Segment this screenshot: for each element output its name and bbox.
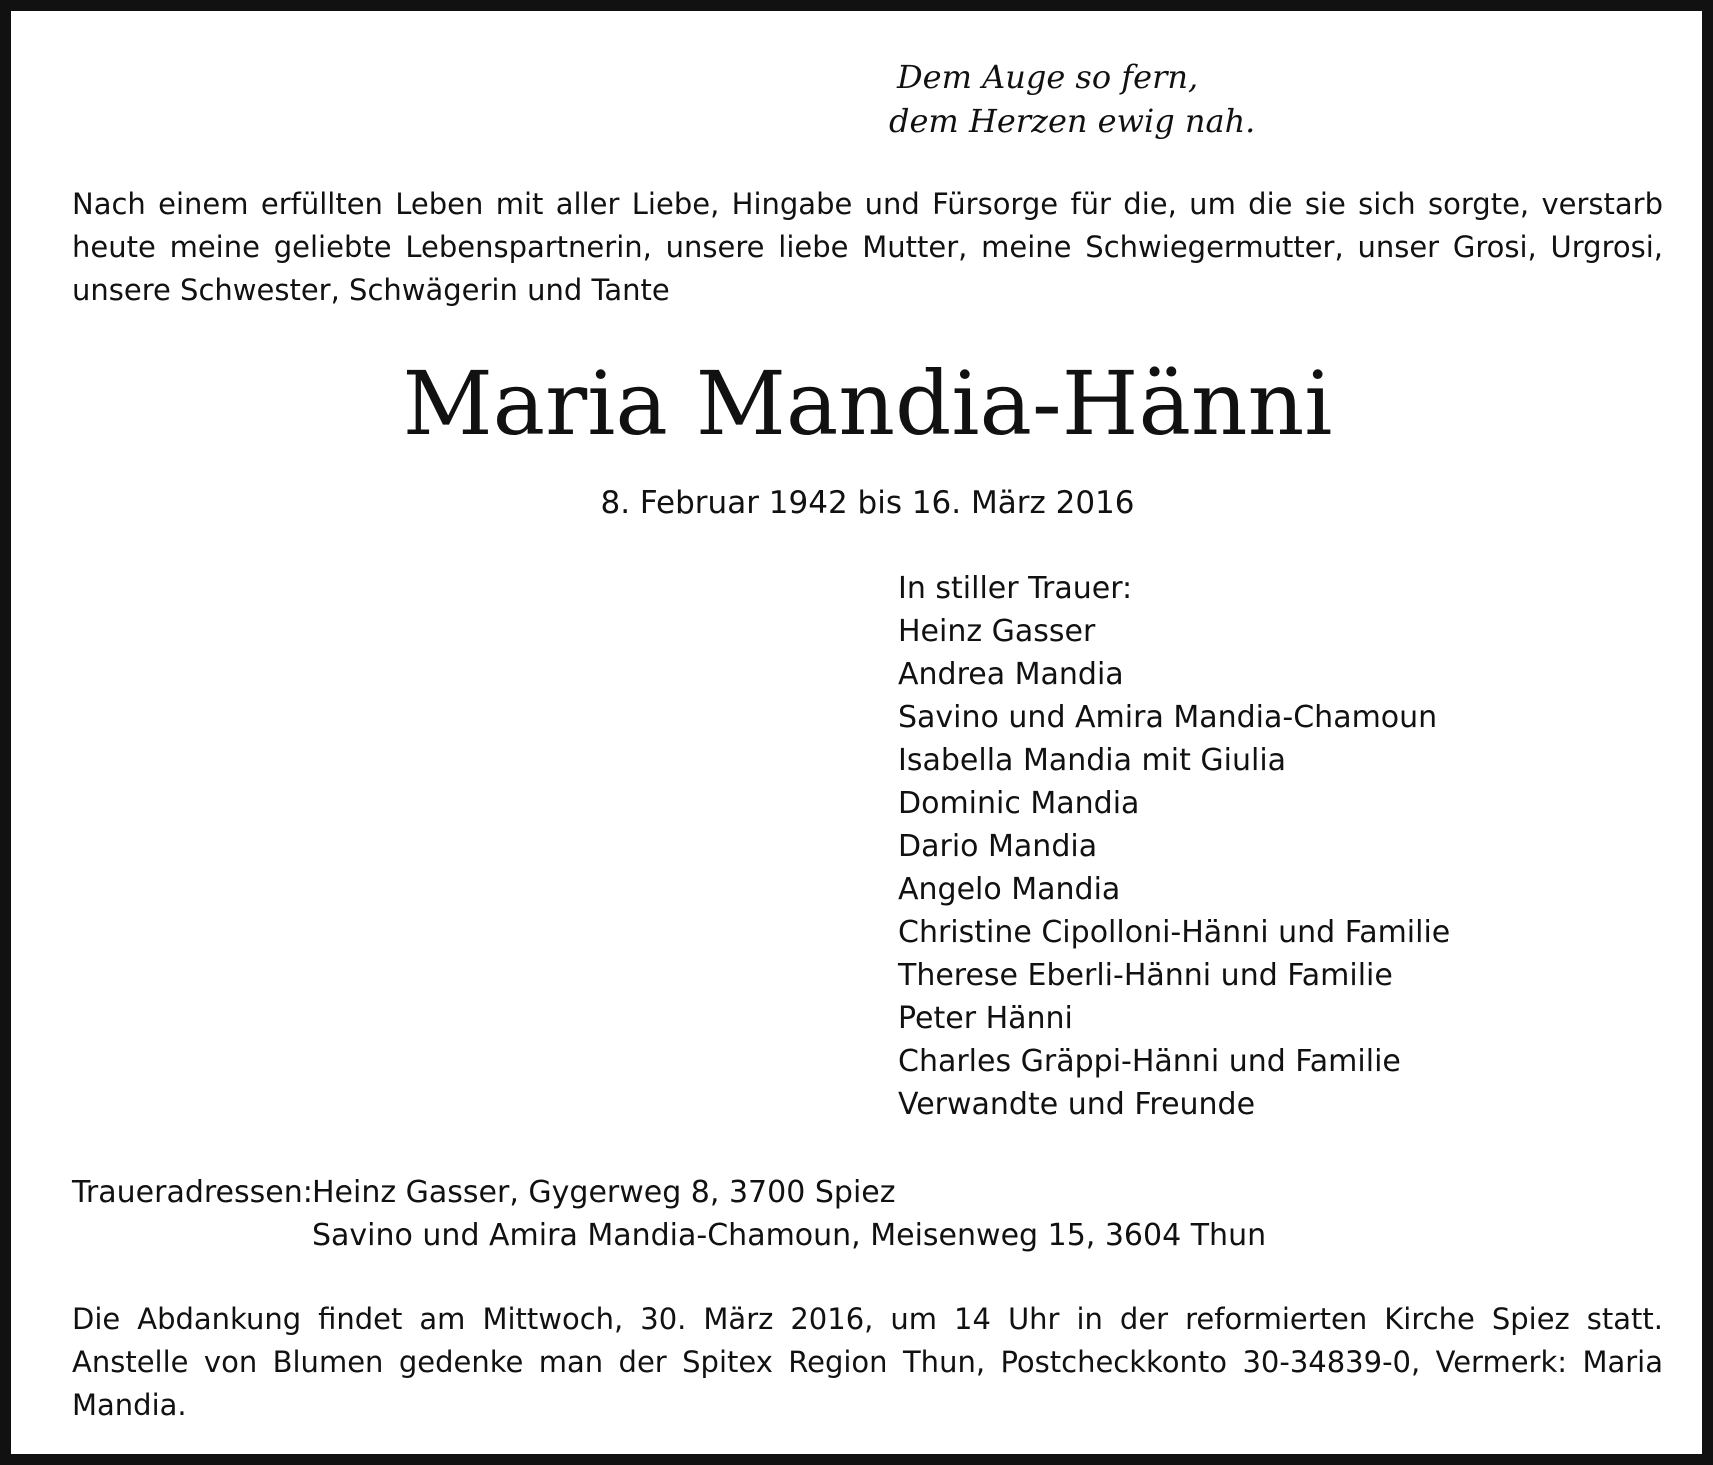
motto-line-1: Dem Auge so fern,	[897, 58, 1199, 96]
mourner-name: Andrea Mandia	[898, 657, 1124, 692]
mourner-name: Savino und Amira Mandia-Chamoun	[898, 700, 1438, 735]
intro-paragraph	[72, 183, 1663, 312]
mourner-name: Peter Hänni	[898, 1001, 1073, 1036]
intro-line: heute meine geliebte Lebenspartnerin, unsere liebe Mutter, meine Schwiegermutter, unser Grosi, Urgrosi,	[72, 230, 1663, 264]
closing-line: Anstelle von Blumen gedenke man der Spitex Region Thun, Postcheckkonto 30-34839-0, Vermerk: Maria	[72, 1345, 1663, 1379]
intro-line: Nach einem erfüllten Leben mit aller Liebe, Hingabe und Fürsorge für die, um die sie sich sorgte, verstarb	[72, 187, 1663, 221]
motto-quote	[889, 55, 1256, 143]
mourner-name: Christine Cipolloni-Hänni und Familie	[898, 915, 1451, 950]
mourners-heading: In stiller Trauer:	[898, 571, 1133, 606]
closing-line: Mandia.	[72, 1388, 187, 1422]
mourners-list	[898, 567, 1450, 1126]
mourner-name: Dominic Mandia	[898, 786, 1140, 821]
deceased-name: Maria Mandia-Hänni	[402, 352, 1333, 455]
mourner-name: Verwandte und Freunde	[898, 1087, 1256, 1122]
address-entry: Heinz Gasser, Gygerweg 8, 3700 Spiez	[312, 1175, 896, 1210]
mourner-name: Therese Eberli-Hänni und Familie	[898, 958, 1393, 993]
addresses-label: Traueradressen:	[72, 1175, 313, 1210]
mourner-name: Dario Mandia	[898, 829, 1098, 864]
intro-line: unsere Schwester, Schwägerin und Tante	[72, 273, 670, 307]
closing-paragraph	[72, 1298, 1663, 1427]
closing-line: Die Abdankung findet am Mittwoch, 30. März 2016, um 14 Uhr in der reformierten Kirche Spiez statt.	[72, 1302, 1663, 1336]
address-entries	[312, 1171, 1266, 1257]
address-entry: Savino und Amira Mandia-Chamoun, Meisenweg 15, 3604 Thun	[312, 1218, 1267, 1253]
motto-line-2: dem Herzen ewig nah.	[889, 102, 1256, 140]
mourner-name: Heinz Gasser	[898, 614, 1096, 649]
life-dates: 8. Februar 1942 bis 16. März 2016	[600, 485, 1135, 521]
mourner-name: Isabella Mandia mit Giulia	[898, 743, 1287, 778]
mourner-name: Charles Gräppi-Hänni und Familie	[898, 1044, 1401, 1079]
mourner-name: Angelo Mandia	[898, 872, 1121, 907]
